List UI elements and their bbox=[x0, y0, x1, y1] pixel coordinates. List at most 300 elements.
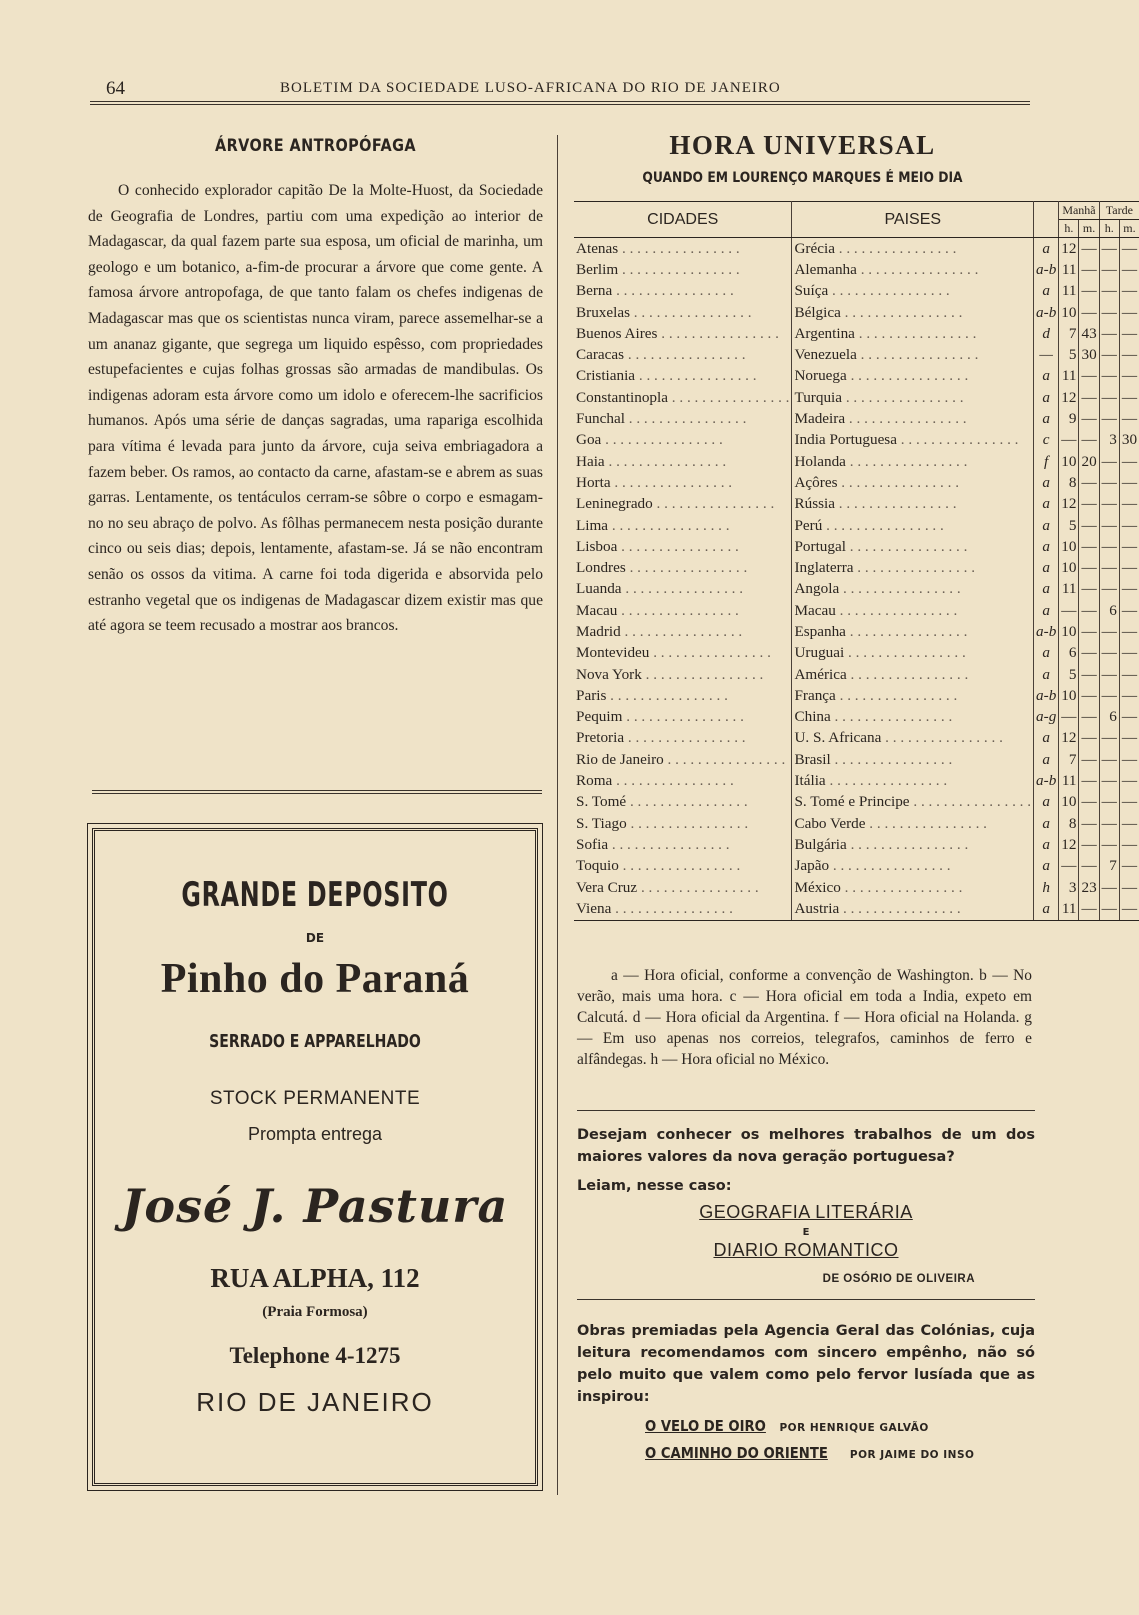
morning-hour-cell: 12 bbox=[1059, 387, 1079, 408]
afternoon-hour-cell: — bbox=[1099, 685, 1119, 706]
morning-hour-cell: 11 bbox=[1059, 770, 1079, 791]
ad-subtitle: SERRADO E APPARELHADO bbox=[209, 1031, 421, 1052]
country-cell: Madeira . . . bbox=[792, 408, 1034, 429]
morning-hour-cell: 3 bbox=[1059, 877, 1079, 898]
afternoon-hour-cell: — bbox=[1099, 643, 1119, 664]
afternoon-minute-cell: — bbox=[1121, 495, 1138, 513]
afternoon-minute-cell: — bbox=[1121, 410, 1138, 428]
table-row bbox=[574, 344, 1139, 365]
afternoon-hour-cell: — bbox=[1099, 238, 1119, 260]
header-rule bbox=[90, 101, 1030, 102]
city-cell: Funchal . . . bbox=[574, 408, 792, 429]
note-cell: a bbox=[1034, 494, 1059, 515]
city-cell: Nova York . . . bbox=[574, 664, 792, 685]
morning-hour-cell: — bbox=[1059, 856, 1079, 877]
ad-area: (Praia Formosa) bbox=[262, 1304, 368, 1320]
note-cell: a bbox=[1034, 472, 1059, 493]
page-number: 64 bbox=[106, 78, 125, 99]
header-cities: CIDADES bbox=[574, 202, 792, 238]
article-arvore-antropofaga bbox=[88, 130, 543, 639]
city-cell: Roma . . . bbox=[574, 770, 792, 791]
country-cell: Bulgária . . . bbox=[792, 834, 1034, 855]
note-cell: a bbox=[1034, 834, 1059, 855]
country-cell: México . . . bbox=[792, 877, 1034, 898]
afternoon-hour-cell: — bbox=[1099, 728, 1119, 749]
morning-minute-cell: 43 bbox=[1079, 323, 1099, 344]
afternoon-minute-cell: — bbox=[1121, 580, 1138, 598]
country-cell: U. S. Africana . . . bbox=[792, 728, 1034, 749]
country-cell: China . . . bbox=[792, 707, 1034, 728]
morning-hour-cell: — bbox=[1059, 600, 1079, 621]
morning-hour-cell: 6 bbox=[1059, 643, 1079, 664]
note-cell: a bbox=[1034, 643, 1059, 664]
city-cell: Londres . . . bbox=[574, 557, 792, 578]
morning-hour-cell: 5 bbox=[1059, 664, 1079, 685]
afternoon-hour-cell: — bbox=[1099, 451, 1119, 472]
morning-minute-cell: — bbox=[1079, 707, 1099, 728]
morning-minute-cell: — bbox=[1079, 387, 1099, 408]
afternoon-hour-cell: — bbox=[1099, 344, 1119, 365]
time-table-body bbox=[574, 238, 1139, 921]
header-morning-h: h. bbox=[1059, 220, 1079, 238]
afternoon-hour-cell: — bbox=[1099, 323, 1119, 344]
work-title: O VELO DE OIRO bbox=[645, 1417, 766, 1435]
afternoon-minute-cell: — bbox=[1121, 772, 1138, 790]
header-morning-m: m. bbox=[1079, 220, 1099, 238]
note-cell: a bbox=[1034, 366, 1059, 387]
table-row bbox=[574, 728, 1139, 749]
country-cell: Angola . . . bbox=[792, 579, 1034, 600]
note-cell: a bbox=[1034, 536, 1059, 557]
header-rule-double bbox=[90, 104, 1030, 105]
morning-minute-cell: — bbox=[1079, 728, 1099, 749]
morning-minute-cell: — bbox=[1079, 494, 1099, 515]
note-cell: a bbox=[1034, 664, 1059, 685]
note-cell: a bbox=[1034, 856, 1059, 877]
country-cell: América . . . bbox=[792, 664, 1034, 685]
afternoon-hour-cell: — bbox=[1099, 770, 1119, 791]
note-cell: a-b bbox=[1034, 302, 1059, 323]
afternoon-minute-cell: — bbox=[1121, 878, 1138, 896]
city-cell: Sofia . . . bbox=[574, 834, 792, 855]
note-cell: a bbox=[1034, 387, 1059, 408]
article-title: ÁRVORE ANTROPÓFAGA bbox=[214, 136, 417, 156]
morning-minute-cell: — bbox=[1079, 749, 1099, 770]
afternoon-minute-cell: — bbox=[1121, 346, 1138, 364]
note-cell: a bbox=[1034, 792, 1059, 813]
country-cell: S. Tomé e Principe . . . bbox=[792, 792, 1034, 813]
afternoon-minute-cell: — bbox=[1121, 729, 1138, 747]
note-cell: a-g bbox=[1034, 707, 1059, 728]
note-cell: a bbox=[1034, 749, 1059, 770]
note-cell: a-b bbox=[1034, 685, 1059, 706]
afternoon-hour-cell: — bbox=[1099, 387, 1119, 408]
country-cell: Açôres . . . bbox=[792, 472, 1034, 493]
table-row bbox=[574, 898, 1139, 920]
morning-hour-cell: 11 bbox=[1059, 579, 1079, 600]
afternoon-hour-cell: — bbox=[1099, 494, 1119, 515]
table-row bbox=[574, 813, 1139, 834]
book-title-diario: DIARIO ROMANTICO bbox=[713, 1240, 899, 1260]
city-cell: Atenas . . . bbox=[574, 238, 792, 260]
city-cell: Bruxelas . . . bbox=[574, 302, 792, 323]
city-cell: Viena . . . bbox=[574, 898, 792, 920]
morning-hour-cell: 10 bbox=[1059, 685, 1079, 706]
book-promo bbox=[577, 1124, 1035, 1462]
afternoon-hour-cell: — bbox=[1099, 834, 1119, 855]
afternoon-hour-cell: 6 bbox=[1099, 600, 1119, 621]
afternoon-hour-cell: 6 bbox=[1099, 707, 1119, 728]
morning-minute-cell: — bbox=[1079, 472, 1099, 493]
table-row bbox=[574, 749, 1139, 770]
afternoon-minute-cell: — bbox=[1121, 367, 1138, 385]
country-cell: India Portuguesa . . . bbox=[792, 430, 1034, 451]
afternoon-hour-cell: — bbox=[1099, 877, 1119, 898]
book-author: DE OSÓRIO DE OLIVEIRA bbox=[822, 1273, 975, 1285]
afternoon-hour-cell: — bbox=[1099, 536, 1119, 557]
afternoon-hour-cell: — bbox=[1099, 302, 1119, 323]
table-row bbox=[574, 621, 1139, 642]
table-row bbox=[574, 707, 1139, 728]
morning-minute-cell: 20 bbox=[1079, 451, 1099, 472]
note-cell: a bbox=[1034, 600, 1059, 621]
morning-hour-cell: 10 bbox=[1059, 536, 1079, 557]
afternoon-minute-cell: — bbox=[1121, 750, 1138, 768]
afternoon-hour-cell: — bbox=[1099, 281, 1119, 302]
afternoon-minute-cell: — bbox=[1121, 559, 1138, 577]
morning-minute-cell: — bbox=[1079, 834, 1099, 855]
table-row bbox=[574, 387, 1139, 408]
afternoon-minute-cell: — bbox=[1121, 814, 1138, 832]
note-cell: a bbox=[1034, 728, 1059, 749]
time-table-footnote: a — Hora oficial, conforme a convenção de Washington. b — No verão, mais uma hora. c — Hora oficial em toda a India, expeto em Calcutá. d — Hora oficial da Argentina. f — Hora oficial na Holanda. g — Em uso apenas nos correios, telegrafos, caminhos de ferro e alfândegas. h — Hora oficial no México. bbox=[577, 967, 1032, 1068]
morning-minute-cell: — bbox=[1079, 430, 1099, 451]
header-afternoon: Tarde bbox=[1099, 202, 1139, 220]
table-row bbox=[574, 770, 1139, 791]
city-cell: Madrid . . . bbox=[574, 621, 792, 642]
afternoon-minute-cell: — bbox=[1121, 324, 1138, 342]
table-row bbox=[574, 238, 1139, 260]
table-row bbox=[574, 366, 1139, 387]
work-item bbox=[645, 1416, 1035, 1435]
table-row bbox=[574, 259, 1139, 280]
afternoon-minute-cell: — bbox=[1121, 239, 1138, 257]
note-cell: a bbox=[1034, 898, 1059, 920]
time-table bbox=[574, 201, 1139, 921]
afternoon-hour-cell: 7 bbox=[1099, 856, 1119, 877]
afternoon-hour-cell: — bbox=[1099, 557, 1119, 578]
city-cell: S. Tiago . . . bbox=[574, 813, 792, 834]
city-cell: S. Tomé . . . bbox=[574, 792, 792, 813]
city-cell: Montevideu . . . bbox=[574, 643, 792, 664]
afternoon-minute-cell: — bbox=[1121, 473, 1138, 491]
country-cell: Perú . . . bbox=[792, 515, 1034, 536]
morning-minute-cell: — bbox=[1079, 898, 1099, 920]
afternoon-hour-cell: — bbox=[1099, 579, 1119, 600]
city-cell: Goa . . . bbox=[574, 430, 792, 451]
work-title: O CAMINHO DO ORIENTE bbox=[645, 1444, 828, 1462]
ad-company-name: José J. Pastura bbox=[121, 1179, 509, 1233]
country-cell: Portugal . . . bbox=[792, 536, 1034, 557]
afternoon-minute-cell: — bbox=[1121, 793, 1138, 811]
morning-minute-cell: — bbox=[1079, 813, 1099, 834]
morning-hour-cell: 5 bbox=[1059, 344, 1079, 365]
header-afternoon-h: h. bbox=[1099, 220, 1119, 238]
morning-hour-cell: 8 bbox=[1059, 472, 1079, 493]
country-cell: Venezuela . . . bbox=[792, 344, 1034, 365]
promo-question: Desejam conhecer os melhores trabalhos de um dos maiores valores da nova geração portuguesa? bbox=[577, 1127, 1035, 1165]
article-end-rule-double bbox=[92, 793, 542, 794]
afternoon-minute-cell: — bbox=[1121, 644, 1138, 662]
table-row bbox=[574, 430, 1139, 451]
promo-paragraph: Obras premiadas pela Agencia Geral das Colónias, cuja leitura recomendamos com sincero empênho, não só pelo muito que valem como pelo fervor lusíada que as inspirou: bbox=[577, 1323, 1035, 1405]
morning-minute-cell: 23 bbox=[1079, 877, 1099, 898]
city-cell: Vera Cruz . . . bbox=[574, 877, 792, 898]
morning-minute-cell: — bbox=[1079, 664, 1099, 685]
morning-hour-cell: 11 bbox=[1059, 366, 1079, 387]
morning-minute-cell: — bbox=[1079, 856, 1099, 877]
ad-title: GRANDE DEPOSITO bbox=[181, 875, 449, 915]
country-cell: Austria . . . bbox=[792, 898, 1034, 920]
morning-hour-cell: 5 bbox=[1059, 515, 1079, 536]
afternoon-minute-cell: — bbox=[1121, 686, 1138, 704]
morning-hour-cell: 10 bbox=[1059, 451, 1079, 472]
morning-hour-cell: 9 bbox=[1059, 408, 1079, 429]
morning-hour-cell: 10 bbox=[1059, 792, 1079, 813]
morning-minute-cell: — bbox=[1079, 536, 1099, 557]
morning-minute-cell: — bbox=[1079, 643, 1099, 664]
city-cell: Pequim . . . bbox=[574, 707, 792, 728]
morning-hour-cell: 12 bbox=[1059, 834, 1079, 855]
afternoon-minute-cell: 30 bbox=[1121, 431, 1138, 449]
pinho-advertisement bbox=[92, 828, 538, 1486]
morning-hour-cell: 11 bbox=[1059, 259, 1079, 280]
country-cell: Itália . . . bbox=[792, 770, 1034, 791]
afternoon-minute-cell: — bbox=[1121, 708, 1138, 726]
country-cell: Inglaterra . . . bbox=[792, 557, 1034, 578]
table-row bbox=[574, 536, 1139, 557]
ad-phone: Telephone 4-1275 bbox=[229, 1343, 401, 1368]
note-cell: a bbox=[1034, 408, 1059, 429]
morning-hour-cell: 7 bbox=[1059, 749, 1079, 770]
morning-hour-cell: — bbox=[1059, 707, 1079, 728]
morning-minute-cell: — bbox=[1079, 600, 1099, 621]
city-cell: Paris . . . bbox=[574, 685, 792, 706]
afternoon-hour-cell: — bbox=[1099, 749, 1119, 770]
header-note bbox=[1034, 202, 1059, 238]
table-row bbox=[574, 323, 1139, 344]
work-author: POR JAIME DO INSO bbox=[849, 1449, 975, 1461]
header-morning: Manhã bbox=[1059, 202, 1099, 220]
morning-minute-cell: — bbox=[1079, 259, 1099, 280]
country-cell: Alemanha . . . bbox=[792, 259, 1034, 280]
ad-de: DE bbox=[305, 931, 325, 945]
morning-hour-cell: 10 bbox=[1059, 557, 1079, 578]
note-cell: — bbox=[1034, 344, 1059, 365]
afternoon-minute-cell: — bbox=[1121, 260, 1138, 278]
table-row bbox=[574, 834, 1139, 855]
note-cell: a-b bbox=[1034, 770, 1059, 791]
note-cell: a-b bbox=[1034, 259, 1059, 280]
note-cell: a bbox=[1034, 515, 1059, 536]
table-row bbox=[574, 472, 1139, 493]
country-cell: Suíça . . . bbox=[792, 281, 1034, 302]
afternoon-minute-cell: — bbox=[1121, 601, 1138, 619]
afternoon-hour-cell: — bbox=[1099, 366, 1119, 387]
afternoon-minute-cell: — bbox=[1121, 282, 1138, 300]
morning-hour-cell: 11 bbox=[1059, 898, 1079, 920]
table-row bbox=[574, 856, 1139, 877]
time-table-title: HORA UNIVERSAL bbox=[669, 130, 936, 160]
city-cell: Caracas . . . bbox=[574, 344, 792, 365]
article-body: O conhecido explorador capitão De la Molte-Huost, da Sociedade de Geografia de Londres, partiu com uma expedição ao interior de Madagascar, da qual fazem parte sua esposa, um oficial de marinha, um geologo e um botanico, a-fim-de procurar a árvore que come gente. A famosa árvore antropofaga, de que tanto falam os chefes indigenas de Madagascar mas que os scientistas nunca viram, parece assemelhar-se a um ananaz gigante, que segrega um liquido espêsso, com propriedades estupefacientes e cujas folhas grossas são armadas de mandibulas. Os indigenas adoram esta árvore como um idolo e oferecem-lhe sacrificios humanos. Após uma série de danças sagradas, uma rapariga escolhida para vítima é levada para junto da árvore, cuja seiva embriagadora a fazem beber. Os ramos, ao contacto da carne, afastam-se e abrem as suas garras. Lentamente, os tentáculos cerram-se sôbre o corpo e esmagam-no no seu abraço de polvo. As fôlhas permanecem nesta posição durante cinco ou seis dias; depois, lentamente, afastam-se. Já se não encontram senão os ossos da vitima. A carne foi toda digerida e absorvida pelo estranho vegetal que os indigenas de Madagascar dizem existir mas que até agora se teem recusado a mostrar aos brancos. bbox=[88, 182, 543, 635]
morning-minute-cell: — bbox=[1079, 515, 1099, 536]
afternoon-hour-cell: — bbox=[1099, 813, 1119, 834]
city-cell: Lisboa . . . bbox=[574, 536, 792, 557]
city-cell: Macau . . . bbox=[574, 600, 792, 621]
promo-lead: Leiam, nesse caso: bbox=[577, 1178, 732, 1194]
morning-hour-cell: 10 bbox=[1059, 621, 1079, 642]
morning-hour-cell: 12 bbox=[1059, 494, 1079, 515]
afternoon-minute-cell: — bbox=[1121, 537, 1138, 555]
country-cell: Argentina . . . bbox=[792, 323, 1034, 344]
morning-minute-cell: — bbox=[1079, 621, 1099, 642]
ad-city: RIO DE JANEIRO bbox=[196, 1387, 434, 1417]
note-cell: d bbox=[1034, 323, 1059, 344]
table-row bbox=[574, 664, 1139, 685]
afternoon-minute-cell: — bbox=[1121, 857, 1138, 875]
ad-address: RUA ALPHA, 112 bbox=[210, 1263, 420, 1293]
morning-minute-cell: — bbox=[1079, 579, 1099, 600]
city-cell: Haia . . . bbox=[574, 451, 792, 472]
city-cell: Horta . . . bbox=[574, 472, 792, 493]
footnote-rule bbox=[577, 1110, 1035, 1111]
morning-minute-cell: — bbox=[1079, 281, 1099, 302]
country-cell: Turquia . . . bbox=[792, 387, 1034, 408]
afternoon-minute-cell: — bbox=[1121, 303, 1138, 321]
city-cell: Lima . . . bbox=[574, 515, 792, 536]
afternoon-hour-cell: — bbox=[1099, 472, 1119, 493]
city-cell: Rio de Janeiro . . . bbox=[574, 749, 792, 770]
city-cell: Luanda . . . bbox=[574, 579, 792, 600]
afternoon-hour-cell: — bbox=[1099, 515, 1119, 536]
afternoon-minute-cell: — bbox=[1121, 665, 1138, 683]
city-cell: Toquio . . . bbox=[574, 856, 792, 877]
book-conjunction: E bbox=[802, 1227, 810, 1238]
afternoon-minute-cell: — bbox=[1119, 898, 1139, 920]
country-cell: Rússia . . . bbox=[792, 494, 1034, 515]
table-row bbox=[574, 877, 1139, 898]
country-cell: Espanha . . . bbox=[792, 621, 1034, 642]
ad-delivery: Prompta entrega bbox=[247, 1124, 383, 1144]
note-cell: f bbox=[1034, 451, 1059, 472]
afternoon-minute-cell: — bbox=[1121, 452, 1138, 470]
book-title-geografia: GEOGRAFIA LITERÁRIA bbox=[699, 1202, 913, 1222]
ad-stock: STOCK PERMANENTE bbox=[209, 1088, 421, 1109]
ad-product: Pinho do Paraná bbox=[160, 956, 470, 1002]
afternoon-minute-cell: — bbox=[1121, 622, 1138, 640]
afternoon-hour-cell: — bbox=[1099, 792, 1119, 813]
work-author: POR HENRIQUE GALVÃO bbox=[779, 1422, 929, 1434]
note-cell: c bbox=[1034, 430, 1059, 451]
morning-hour-cell: 10 bbox=[1059, 302, 1079, 323]
afternoon-minute-cell: — bbox=[1121, 835, 1138, 853]
table-row bbox=[574, 281, 1139, 302]
city-cell: Berlim . . . bbox=[574, 259, 792, 280]
morning-hour-cell: 8 bbox=[1059, 813, 1079, 834]
time-table-subtitle: QUANDO EM LOURENÇO MARQUES É MEIO DIA bbox=[642, 170, 963, 186]
country-cell: França . . . bbox=[792, 685, 1034, 706]
morning-hour-cell: 11 bbox=[1059, 281, 1079, 302]
country-cell: Bélgica . . . bbox=[792, 302, 1034, 323]
country-cell: Brasil . . . bbox=[792, 749, 1034, 770]
table-row bbox=[574, 451, 1139, 472]
table-row bbox=[574, 600, 1139, 621]
country-cell: Noruega . . . bbox=[792, 366, 1034, 387]
note-cell: a bbox=[1034, 579, 1059, 600]
promo-rule bbox=[577, 1299, 1035, 1300]
afternoon-hour-cell: — bbox=[1099, 259, 1119, 280]
afternoon-hour-cell: — bbox=[1099, 898, 1119, 920]
article-end-rule bbox=[92, 790, 542, 791]
morning-minute-cell: — bbox=[1079, 770, 1099, 791]
morning-minute-cell: — bbox=[1079, 557, 1099, 578]
afternoon-minute-cell: — bbox=[1121, 516, 1138, 534]
table-row bbox=[574, 792, 1139, 813]
table-row bbox=[574, 302, 1139, 323]
note-cell: a bbox=[1034, 813, 1059, 834]
country-cell: Grécia . . . bbox=[792, 238, 1034, 260]
afternoon-hour-cell: — bbox=[1099, 408, 1119, 429]
country-cell: Holanda . . . bbox=[792, 451, 1034, 472]
morning-hour-cell: — bbox=[1059, 430, 1079, 451]
morning-minute-cell: — bbox=[1079, 366, 1099, 387]
table-row bbox=[574, 494, 1139, 515]
afternoon-hour-cell: — bbox=[1099, 664, 1119, 685]
afternoon-hour-cell: — bbox=[1099, 621, 1119, 642]
morning-minute-cell: — bbox=[1079, 238, 1099, 260]
note-cell: a bbox=[1034, 557, 1059, 578]
country-cell: Uruguai . . . bbox=[792, 643, 1034, 664]
morning-minute-cell: 30 bbox=[1079, 344, 1099, 365]
morning-minute-cell: — bbox=[1079, 685, 1099, 706]
city-cell: Leninegrado . . . bbox=[574, 494, 792, 515]
city-cell: Berna . . . bbox=[574, 281, 792, 302]
table-row bbox=[574, 685, 1139, 706]
running-title: BOLETIM DA SOCIEDADE LUSO-AFRICANA DO RIO DE JANEIRO bbox=[280, 80, 781, 96]
morning-hour-cell: 7 bbox=[1059, 323, 1079, 344]
afternoon-hour-cell: 3 bbox=[1099, 430, 1119, 451]
afternoon-minute-cell: — bbox=[1121, 388, 1138, 406]
note-cell: h bbox=[1034, 877, 1059, 898]
column-divider bbox=[557, 135, 558, 1495]
morning-hour-cell: 12 bbox=[1059, 238, 1079, 260]
city-cell: Cristiania . . . bbox=[574, 366, 792, 387]
morning-minute-cell: — bbox=[1079, 792, 1099, 813]
note-cell: a bbox=[1034, 238, 1059, 260]
city-cell: Pretoria . . . bbox=[574, 728, 792, 749]
country-cell: Japão . . . bbox=[792, 856, 1034, 877]
country-cell: Macau . . . bbox=[792, 600, 1034, 621]
city-cell: Buenos Aires . . . bbox=[574, 323, 792, 344]
table-row bbox=[574, 515, 1139, 536]
note-cell: a-b bbox=[1034, 621, 1059, 642]
header-afternoon-m: m. bbox=[1119, 220, 1139, 238]
table-row bbox=[574, 643, 1139, 664]
header-countries: PAISES bbox=[792, 202, 1034, 238]
morning-minute-cell: — bbox=[1079, 408, 1099, 429]
table-row bbox=[574, 408, 1139, 429]
